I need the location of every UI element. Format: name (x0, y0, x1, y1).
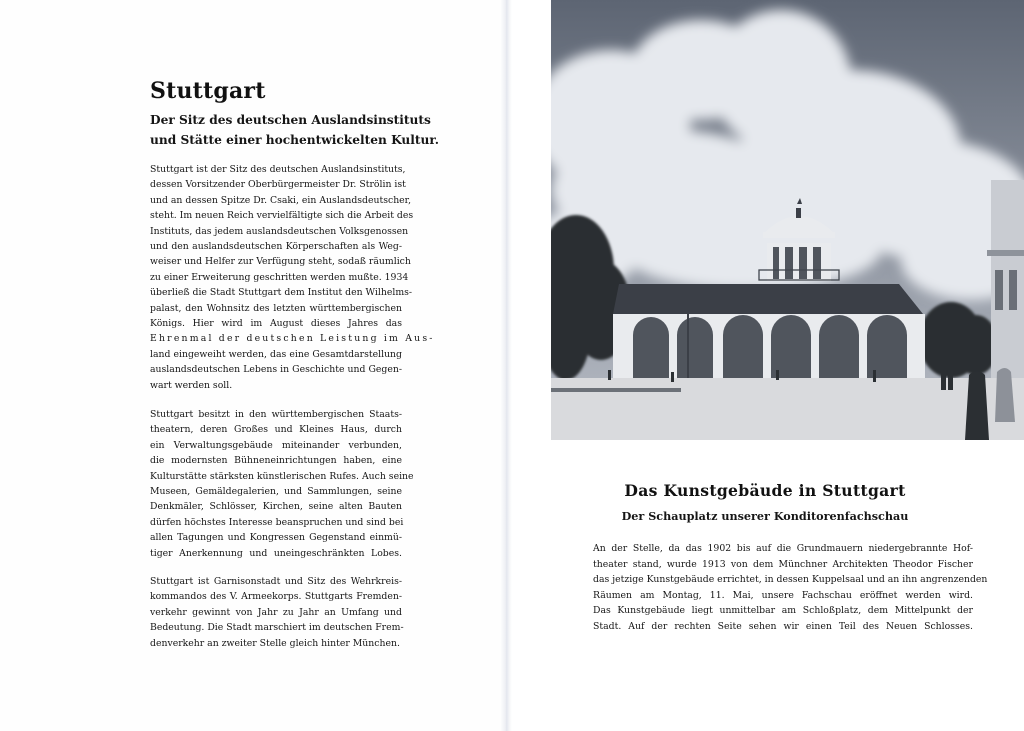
text-line: denverkehr an zweiter Stelle gleich hinter München. (150, 637, 400, 649)
text-line: und an dessen Spitze Dr. Csaki, ein Auslandsdeutscher, (150, 194, 412, 206)
photo-caption-text (593, 541, 988, 635)
square-ground (551, 378, 1024, 440)
main-building (613, 284, 925, 388)
text-line: und den auslandsdeutschen Körperschaften als Weg- (150, 241, 402, 253)
text-line: die modernsten Bühneneinrichtungen haben, eine (150, 455, 402, 467)
text-line: Stuttgart ist Garnisonstadt und Sitz des Wehrkreis- (150, 576, 402, 587)
text-line: allen Tagungen und Kongressen Gegenstand einmü- (150, 532, 402, 544)
text-line: Königs. Hier wird im August dieses Jahres das (150, 318, 402, 330)
text-line: wart werden soll. (150, 379, 233, 391)
page-title: Stuttgart (150, 78, 266, 104)
text-line: Bedeutung. Die Stadt marschiert im deutschen Frem- (150, 622, 404, 634)
text-line: verkehr gewinnt von Jahr zu Jahr an Umfang und (150, 606, 402, 618)
lamp-post (687, 288, 689, 388)
paragraph-culture (150, 407, 414, 561)
paragraph-garrison (150, 574, 402, 651)
text-line: auslandsdeutschen Lebens in Geschichte und Gegen- (150, 364, 402, 376)
text-line: Stuttgart ist der Sitz des deutschen Auslandsinstituts, (150, 164, 406, 175)
text-line: Instituts, das jedem auslandsdeutschen Volksgenossen (150, 225, 409, 237)
text-line: überließ die Stadt Stuttgart dem Institut den Wilhelms- (150, 287, 413, 299)
text-line: kommandos des V. Armeekorps. Stuttgarts Fremden- (150, 591, 402, 603)
text-line: dürfen höchstes Interesse beanspruchen und sind bei (150, 516, 404, 528)
text-line: Kulturstätte stärksten künstlerischen Rufes. Auch seine (150, 470, 414, 482)
photo-caption-title: Das Kunstgebäude in Stuttgart (624, 481, 906, 500)
text-line: Museen, Gemäldegalerien, und Sammlungen, seine (150, 486, 402, 498)
page-subtitle (150, 110, 439, 150)
text-line: theatern, deren Großes und Kleines Haus, durch (150, 424, 402, 436)
text-line: Ehrenmal der deutschen Leistung im Aus- (150, 333, 435, 345)
kunstgebaeude-photo (551, 0, 1024, 440)
caption-line: Das Kunstgebäude liegt unmittelbar am Schloßplatz, dem Mittelpunkt der (593, 605, 973, 617)
text-line: palast, den Wohnsitz des letzten württembergischen (150, 302, 402, 314)
book-gutter (500, 0, 512, 731)
subtitle-line: Der Sitz des deutschen Auslandsinstituts (150, 113, 431, 127)
text-line: dessen Vorsitzender Oberbürgermeister Dr. Strölin ist (150, 179, 406, 191)
text-line: zu einer Erweiterung geschritten werden mußte. 1934 (150, 271, 409, 283)
caption-line: An der Stelle, da das 1902 bis auf die Grundmauern niedergebrannte Hof- (593, 543, 973, 554)
text-line: ein Verwaltungsgebäude miteinander verbunden, (150, 439, 402, 451)
text-line: weiser und Helfer zur Verfügung steht, sodaß räumlich (150, 256, 411, 268)
caption-line: das jetzige Kunstgebäude errichtet, in dessen Kuppelsaal und an ihn angrenzenden (593, 574, 988, 586)
text-line: Stuttgart besitzt in den württembergischen Staats- (150, 409, 402, 420)
palace-right (987, 180, 1024, 380)
text-line: Denkmäler, Schlösser, Kirchen, seine alten Bauten (150, 501, 402, 513)
caption-line: theater stand, wurde 1913 von dem Münchner Architekten Theodor Fischer (593, 558, 973, 570)
text-line: land eingeweiht werden, das eine Gesamtdarstellung (150, 348, 402, 360)
paragraph-institute (150, 162, 435, 393)
left-page (0, 0, 506, 731)
subtitle-line: und Stätte einer hochentwickelten Kultur. (150, 133, 439, 147)
text-line: tiger Anerkennung und uneingeschränkten Lobes. (150, 547, 402, 559)
text-line: steht. Im neuen Reich vervielfältigte sich die Arbeit des (150, 210, 414, 222)
caption-line: Stadt. Auf der rechten Seite sehen wir einen Teil des Neuen Schlosses. (593, 620, 973, 632)
caption-line: Räumen am Montag, 11. Mai, unsere Fachschau eröffnet werden wird. (593, 589, 973, 601)
photo-caption-subtitle: Der Schauplatz unserer Konditorenfachschau (621, 509, 909, 523)
